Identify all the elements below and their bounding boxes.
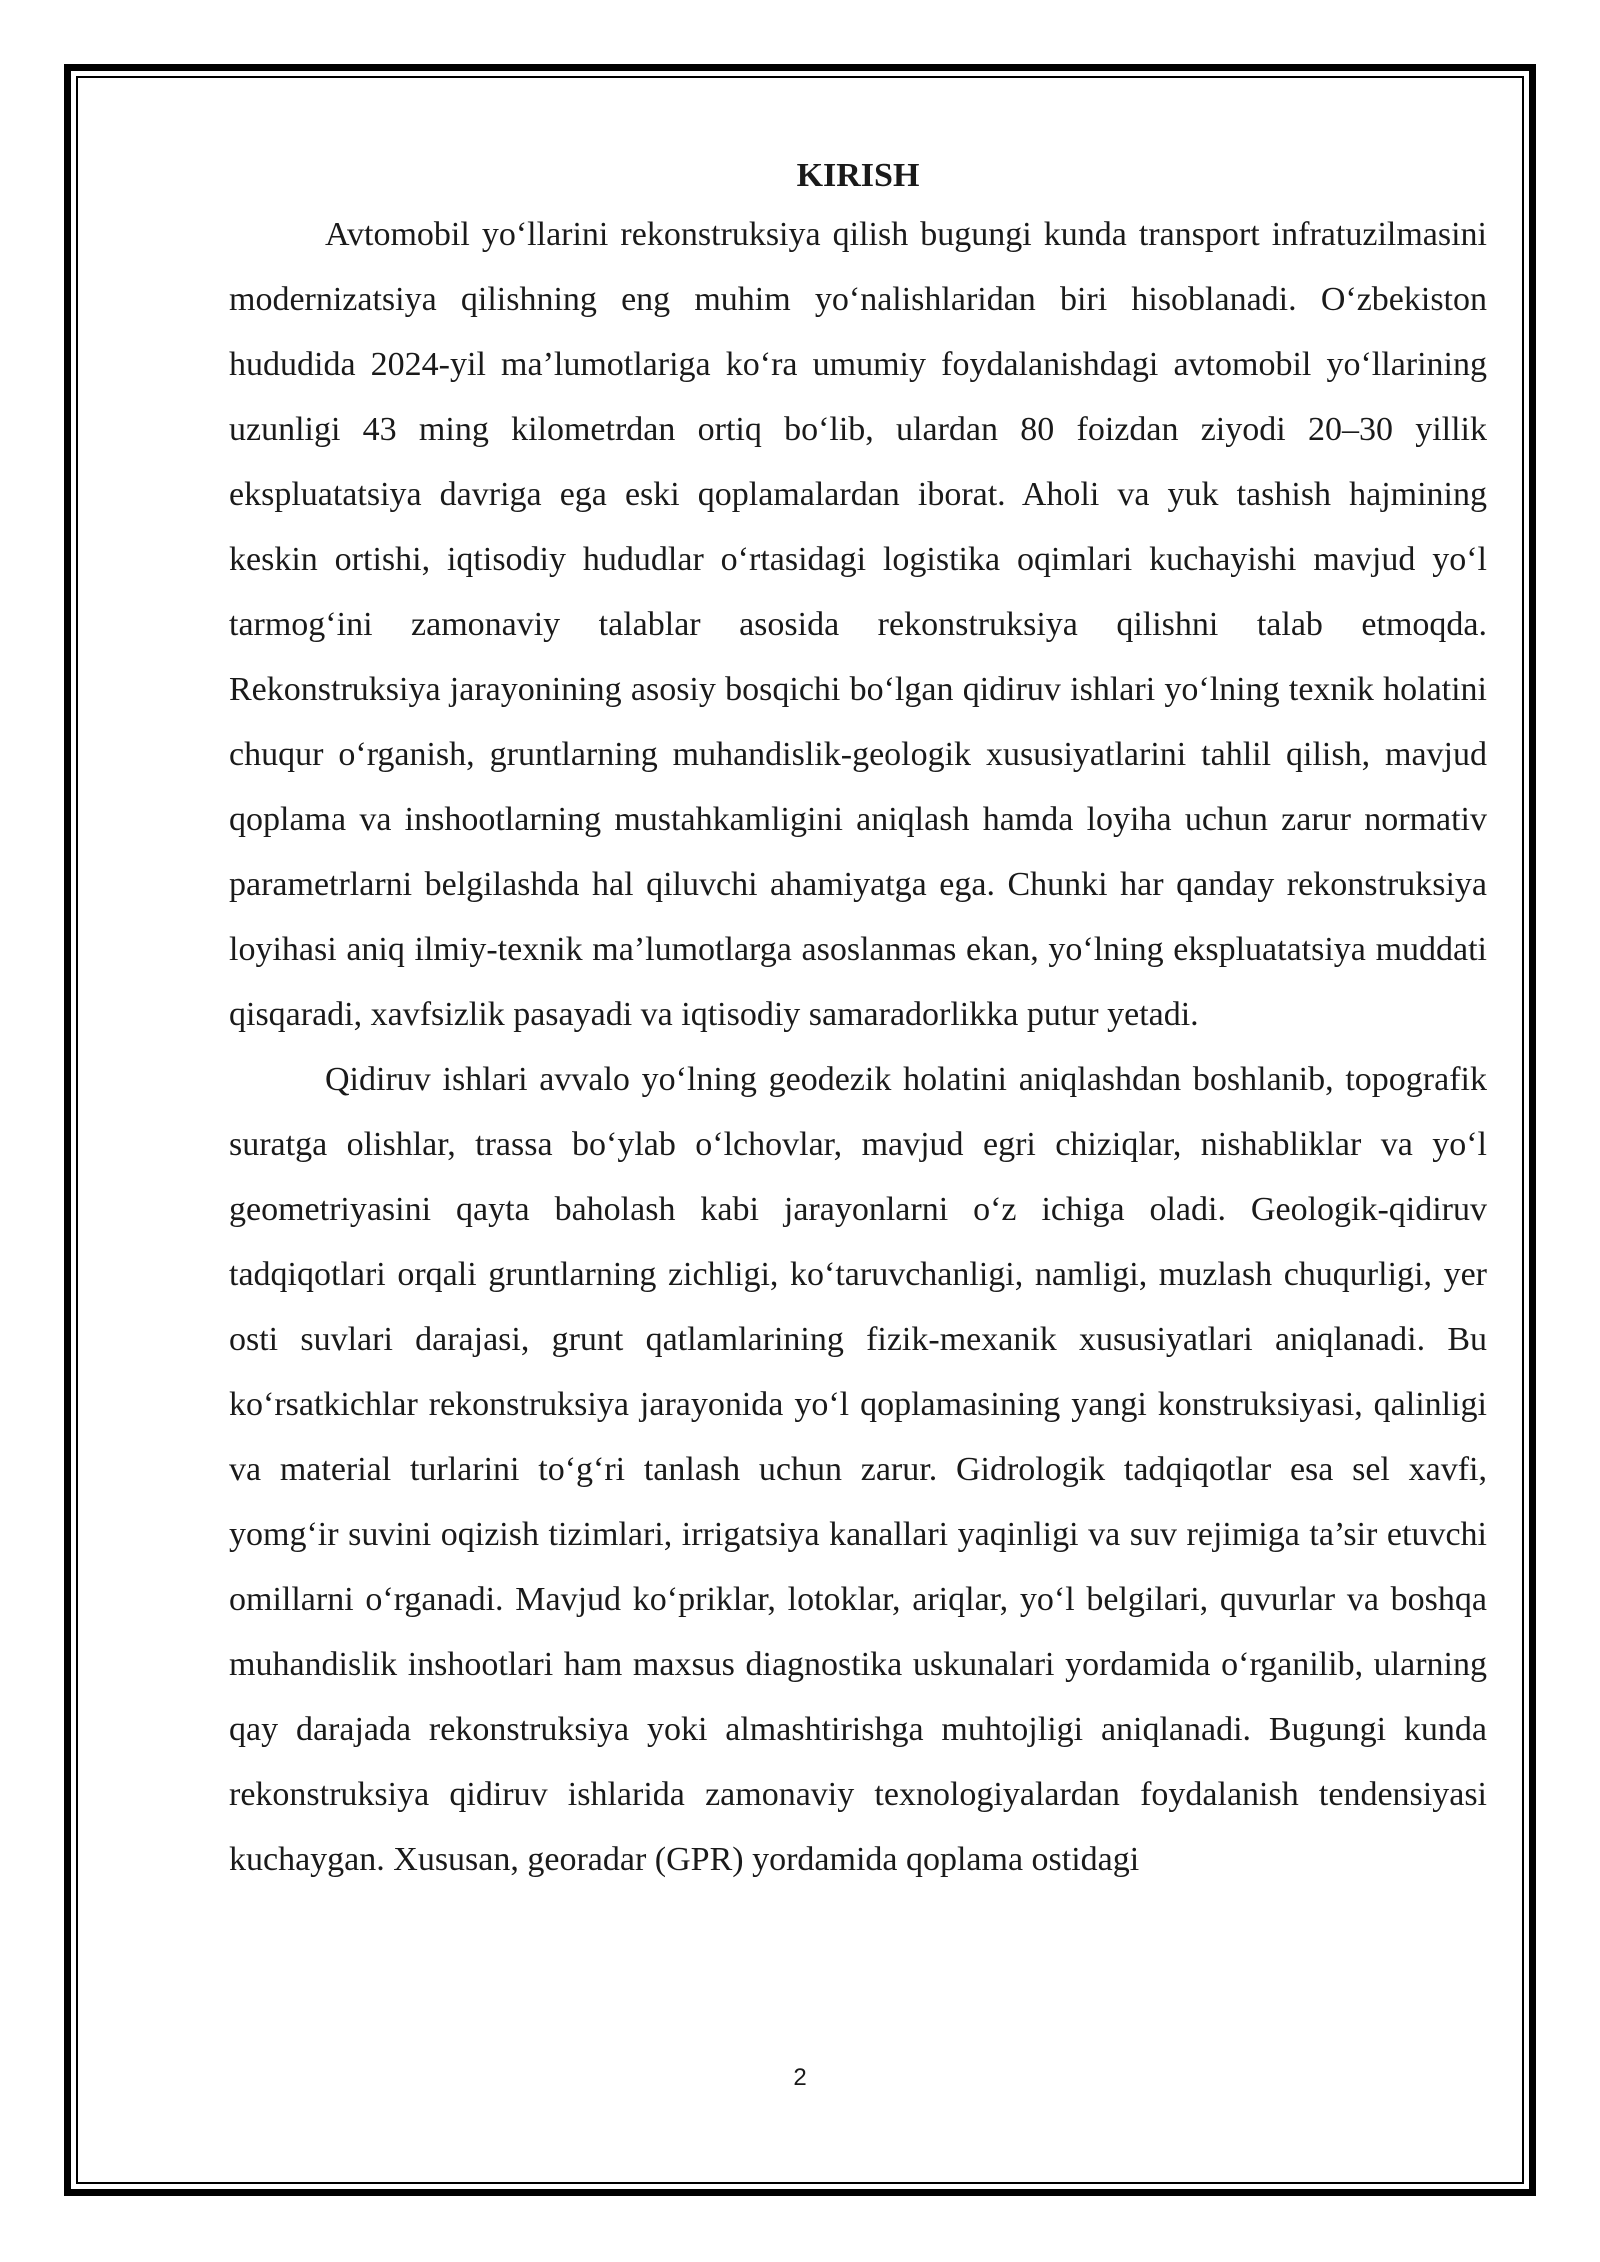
- section-title: KIRISH: [796, 157, 920, 194]
- page-number: 2: [793, 2064, 807, 2091]
- paragraph-1: Avtomobil yo‘llarini rekonstruksiya qilish bugungi kunda transport infratuzilmasini modernizatsiya qilishning eng muhim yo‘nalishlaridan biri hisoblanadi. O‘zbekiston hududida 2024-yil ma’lumotlariga ko‘ra umumiy foydalanishdagi avtomobil yo‘llarining uzunligi 43 ming kilometrdan ortiq bo‘lib, ulardan 80 foizdan ziyodi 20–30 yillik ekspluatatsiya davriga ega eski qoplamalardan iborat. Aholi va yuk tashish hajmining keskin ortishi, iqtisodiy hududlar o‘rtasidagi logistika oqimlari kuchayishi mavjud yo‘l tarmog‘ini zamonaviy talablar asosida rekonstruksiya qilishni talab etmoqda. Rekonstruksiya jarayonining asosiy bosqichi bo‘lgan qidiruv ishlari yo‘lning texnik holatini chuqur o‘rganish, gruntlarning muhandislik-geologik xususiyatlarini tahlil qilish, mavjud qoplama va inshootlarning mustahkamligini aniqlash hamda loyiha uchun zarur normativ parametrlarni belgilashda hal qiluvchi ahamiyatga ega. Chunki har qanday rekonstruksiya loyihasi aniq ilmiy-texnik ma’lumotlarga asoslanmas ekan, yo‘lning ekspluatatsiya muddati qisqaradi, xavfsizlik pasayadi va iqtisodiy samaradorlikka putur yetadi.: [229, 216, 1487, 1033]
- paragraph-2: Qidiruv ishlari avvalo yo‘lning geodezik holatini aniqlashdan boshlanib, topografik suratga olishlar, trassa bo‘ylab o‘lchovlar, mavjud egri chiziqlar, nishabliklar va yo‘l geometriyasini qayta baholash kabi jarayonlarni o‘z ichiga oladi. Geologik-qidiruv tadqiqotlari orqali gruntlarning zichligi, ko‘taruvchanligi, namligi, muzlash chuqurligi, yer osti suvlari darajasi, grunt qatlamlarining fizik-mexanik xususiyatlari aniqlanadi. Bu ko‘rsatkichlar rekonstruksiya jarayonida yo‘l qoplamasining yangi konstruksiyasi, qalinligi va material turlarini to‘g‘ri tanlash uchun zarur. Gidrologik tadqiqotlar esa sel xavfi, yomg‘ir suvini oqizish tizimlari, irrigatsiya kanallari yaqinligi va suv rejimiga ta’sir etuvchi omillarni o‘rganadi. Mavjud ko‘priklar, lotoklar, ariqlar, yo‘l belgilari, quvurlar va boshqa muhandislik inshootlari ham maxsus diagnostika uskunalari yordamida o‘rganilib, ularning qay darajada rekonstruksiya yoki almashtirishga muhtojligi aniqlanadi. Bugungi kunda rekonstruksiya qidiruv ishlarida zamonaviy texnologiyalardan foydalanish tendensiyasi kuchaygan. Xususan, georadar (GPR) yordamida qoplama ostidagi: [229, 1061, 1487, 1878]
- document-body: [229, 150, 1487, 1892]
